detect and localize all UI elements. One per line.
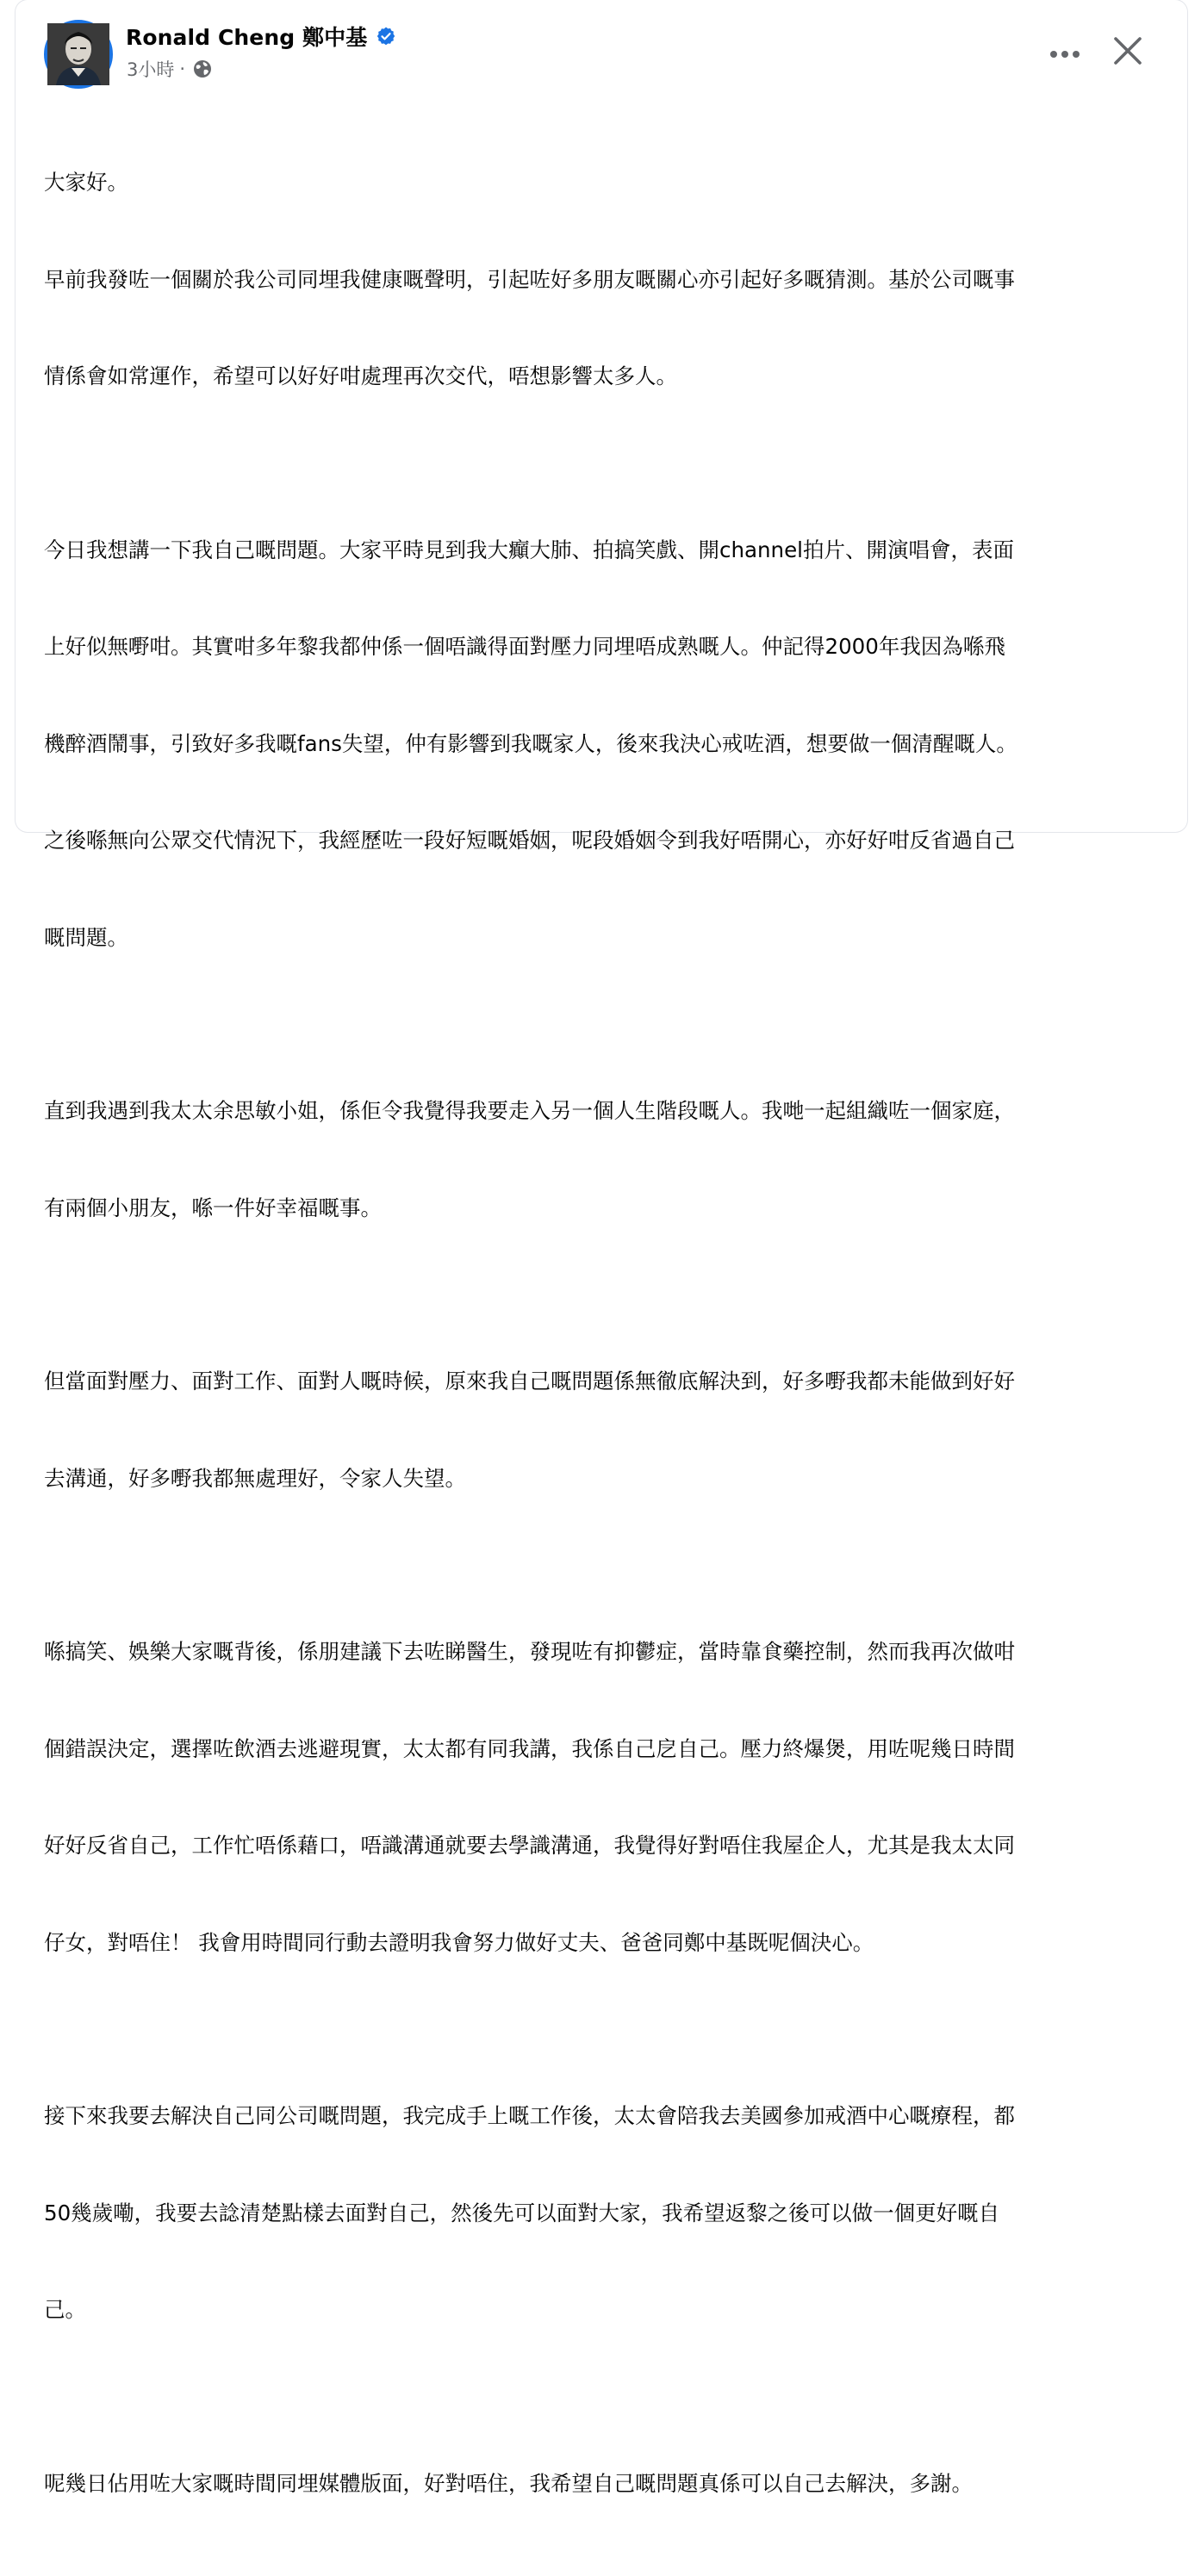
paragraph-line: 己。 [44, 2297, 86, 2322]
paragraph-line: 機醉酒鬧事，引致好多我嘅fans失望，仲有影響到我嘅家人，後來我決心戒咗酒，想要做一個清醒嘅人。 [44, 730, 1017, 756]
post-paragraph [44, 2035, 1164, 2391]
paragraph-line: 今日我想講一下我自己嘅問題。大家平時見到我大癲大肺、拍搞笑戲、開channel拍片、開演唱會，表面 [44, 537, 1014, 562]
paragraph-line: 大家好。 [44, 170, 128, 195]
paragraph-line: 嘅問題。 [44, 924, 128, 950]
post-paragraph [44, 469, 1164, 1019]
post-paragraph [44, 2403, 1164, 2565]
paragraph-line: 之後喺無向公眾交代情況下，我經歷咗一段好短嘅婚姻，呢段婚姻令到我好唔開心，亦好好咁反省過自己 [44, 828, 1015, 853]
more-options-button[interactable] [1046, 34, 1084, 72]
meta-separator: · [179, 59, 186, 79]
paragraph-line: 上好似無嘢咁。其實咁多年黎我都仲係一個唔識得面對壓力同埋唔成熟嘅人。仲記得2000年我因為喺飛 [44, 634, 1005, 659]
post-timestamp[interactable]: 3小時 [127, 59, 175, 80]
paragraph-line: 直到我遇到我太太余思敏小姐，係佢令我覺得我要走入另一個人生階段嘅人。我哋一起組織咗一個家庭， [44, 1098, 1015, 1123]
post-header [16, 0, 1187, 103]
post-paragraph [44, 1571, 1164, 2023]
close-button[interactable] [1108, 33, 1148, 72]
paragraph-line: 接下來我要去解決自己同公司嘅問題，我完成手上嘅工作後，太太會陪我去美國參加戒酒中心嘅療程，都 [44, 2103, 1015, 2128]
author-row [126, 21, 396, 52]
close-icon [1113, 36, 1142, 69]
post-paragraph [44, 1300, 1164, 1559]
verified-badge-icon [376, 26, 396, 47]
paragraph-line: 情係會如常運作，希望可以好好咁處理再次交代，唔想影響太多人。 [44, 363, 677, 388]
author-name[interactable]: Ronald Cheng 鄭中基 [126, 25, 368, 50]
post-meta [127, 57, 213, 81]
post-paragraph [44, 1030, 1164, 1288]
post-body [44, 102, 1164, 2576]
more-options-icon [1049, 46, 1080, 62]
paragraph-line: 仔女，對唔住！ 我會用時間同行動去證明我會努力做好丈夫、爸爸同鄭中基既呢個決心。 [44, 1929, 874, 1955]
paragraph-line: 去溝通，好多嘢我都無處理好，令家人失望。 [44, 1465, 466, 1491]
globe-icon[interactable] [192, 59, 213, 79]
paragraph-line: 早前我發咗一個關於我公司同埋我健康嘅聲明，引起咗好多朋友嘅關心亦引起好多嘅猜測。基於公司嘅事 [44, 266, 1015, 292]
paragraph-line: 但當面對壓力、面對工作、面對人嘅時候，原來我自己嘅問題係無徹底解決到，好多嘢我都未能做到好好 [44, 1369, 1015, 1394]
paragraph-line: 有兩個小朋友，喺一件好幸福嘅事。 [44, 1195, 382, 1220]
avatar[interactable] [44, 20, 113, 89]
paragraph-line: 好好反省自己，工作忙唔係藉口，唔識溝通就要去學識溝通，我覺得好對唔住我屋企人，尤其是我太太同 [44, 1833, 1015, 1858]
paragraph-line: 個錯誤決定，選擇咗飲酒去逃避現實，太太都有同我講，我係自己戹自己。壓力終爆煲，用咗呢幾日時間 [44, 1735, 1015, 1761]
paragraph-line: 呢幾日佔用咗大家嘅時間同埋媒體版面，好對唔住，我希望自己嘅問題真係可以自己去解決，多謝。 [44, 2470, 973, 2496]
post-card [16, 0, 1187, 2496]
post-paragraph [44, 102, 1164, 457]
avatar-portrait [47, 23, 109, 85]
paragraph-line: 喺搞笑、娛樂大家嘅背後，係朋建議下去咗睇醫生，發現咗有抑鬱症，當時靠食藥控制，然而我再次做咁 [44, 1639, 1015, 1664]
paragraph-line: 50幾歲嘞，我要去諗清楚點樣去面對自己，然後先可以面對大家，我希望返黎之後可以做一個更好嘅自 [44, 2200, 1000, 2225]
